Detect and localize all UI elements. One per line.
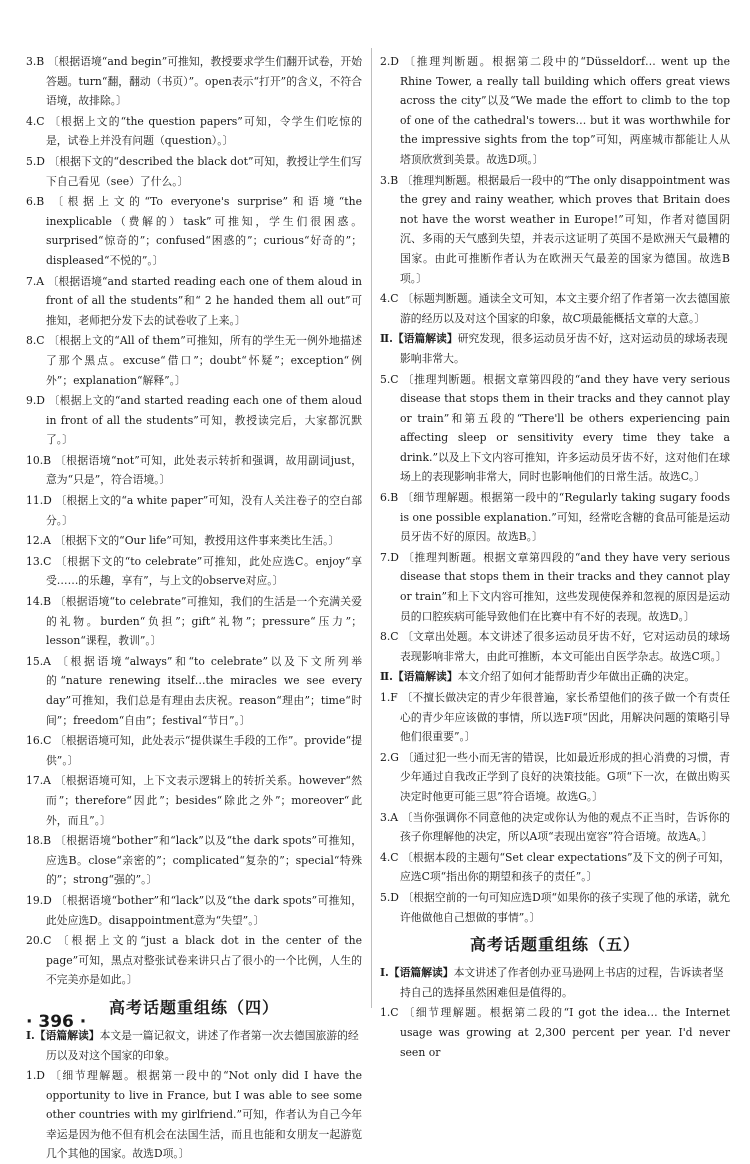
answer-item: 6.B 〔细节理解题。根据第一段中的“Regularly taking sugary foods is one possible explanation.”可知，经常吃含糖的食品可能是运动员牙齿不好的原因。故选B。〕 bbox=[380, 491, 730, 544]
answer-item: 2.G 〔通过犯一些小而无害的错误，比如最近形成的担心消费的习惯，青少年通过自我改正学到了良好的决策技能。G项“下一次，在做出购买决定时他更可能三思”符合语境。故选G。〕 bbox=[380, 750, 730, 803]
reading-note-label: Ⅰ.【语篇解读】 bbox=[26, 1028, 100, 1042]
answer-item: 11.D 〔根据上文的“a white paper”可知，没有人关注卷子的空白部分。〕 bbox=[26, 494, 362, 527]
reading-note bbox=[380, 667, 730, 687]
section-title-four: 高考话题重组练（四） bbox=[108, 997, 279, 1017]
answer-item: 12.A 〔根据下文的“Our life”可知，教授用这件事来类比生活。〕 bbox=[26, 534, 340, 548]
answer-item: 16.C 〔根据语境可知，此处表示“提供谋生手段的工作”。provide“提供”。〕 bbox=[26, 734, 362, 767]
answer-item: 4.C 〔根据上文的“the question papers”可知，令学生们吃惊的是，试卷上并没有问题（question）。〕 bbox=[26, 114, 362, 148]
answer-item: 7.A 〔根据语境“and started reading each one of them aloud in front of all the students”和“ 2 he handed them all out”可推知，老师把分发下去的试卷收了上来。〕 bbox=[26, 274, 362, 327]
answer-item: 15.A 〔根据语境“always”和“to celebrate”以及下文所列举的“nature renewing itself…the miracles we see every day”可推知，我们总是有理由去庆祝。reason“理由”；time“时间”；freedom“自由”；festival“节日”。〕 bbox=[26, 654, 362, 727]
reading-note-text: 本文介绍了如何才能帮助青少年做出正确的决定。 bbox=[457, 670, 696, 684]
reading-note bbox=[380, 963, 730, 1002]
answer-item: 10.B 〔根据语境“not”可知，此处表示转折和强调，故用副词just，意为“只是”，符合语境。〕 bbox=[26, 453, 362, 487]
answer-item: 5.C 〔推理判断题。根据文章第四段的“and they have very serious disease that stops them in their tracks and they cannot play or train”和第五段的“There'll be others experiencing pain affecting sleep or sensitivity every time they take a drink.”以及上下文内容可推知，许多运动员牙齿不好，这对他们在球场上的表现影响非常大，同时也影响他们的日常生活。故选C。〕 bbox=[380, 372, 730, 484]
answer-item: 3.A 〔当你强调你不同意他的决定或你认为他的观点不正当时，告诉你的孩子你理解他的决定，所以A项“表现出宽容”符合语境。故选A。〕 bbox=[380, 810, 730, 844]
answer-item: 6.B 〔根据上文的“To everyone's surprise”和语境“the inexplicable（费解的）task”可推知，学生们很困惑。surprised“惊奇的”；confused“困惑的”；curious“好奇的”；displeased“不悦的”。〕 bbox=[26, 195, 362, 267]
reading-note bbox=[380, 329, 730, 368]
column-divider bbox=[371, 48, 372, 1008]
answer-item: 7.D 〔推理判断题。根据文章第四段的“and they have very serious disease that stops them in their tracks and they cannot play or train”和上下文内容可推知，这些发现使保养和忽视的原因是运动员的口腔疾病可能导致他们在比赛中有不好的表现。故选D。〕 bbox=[380, 550, 730, 623]
reading-note-label: Ⅱ.【语篇解读】 bbox=[380, 670, 458, 684]
reading-note-text: 本文讲述了作者创办亚马逊网上书店的过程，告诉读者坚持自己的选择虽然困难但是值得的。 bbox=[400, 966, 724, 999]
answer-item: 3.B 〔推理判断题。根据最后一段中的“The only disappointment was the grey and rainy weather, which proves that Britain does not have the worst weather in Europe!”可知，作者对德国阴沉、多雨的天气感到失望，并表示这证明了英国不是欧洲天气最糟的国家。由此可推断作者认为在欧洲天气最差的国家为德国。故选B项。〕 bbox=[380, 173, 730, 285]
answer-list-right-top bbox=[380, 52, 730, 328]
answer-item: 13.C 〔根据下文的“to celebrate”可推知，此处应选C。enjoy“享受……的乐趣，享有”，与上文的observe对应。〕 bbox=[26, 554, 362, 588]
answer-item: 1.C 〔细节理解题。根据第二段的“I got the idea… the Internet usage was growing at 2,300 percent per year. I'd never seen or bbox=[380, 1006, 730, 1059]
reading-note-label: Ⅰ.【语篇解读】 bbox=[380, 966, 454, 980]
answer-list-right-mid bbox=[380, 370, 730, 667]
reading-note-label: Ⅱ.【语篇解读】 bbox=[380, 332, 458, 346]
answer-item: 8.C 〔根据上文的“All of them”可推知，所有的学生无一例外地描述了那个黑点。excuse“借口”；doubt“怀疑”；exception“例外”；explanation“解释”。〕 bbox=[26, 334, 362, 387]
answer-item: 9.D 〔根据上文的“and started reading each one of them aloud in front of all the students”可知，教授读完后，大家都沉默了。〕 bbox=[26, 394, 362, 447]
answer-item: 5.D 〔根据空前的一句可知应选D项“如果你的孩子实现了他的承诺，就允许他做他自己想做的事情”。〕 bbox=[380, 890, 730, 924]
answer-item: 4.C 〔标题判断题。通读全文可知，本文主要介绍了作者第一次去德国旅游的经历以及对这个国家的印象，故C项最能概括文章的大意。〕 bbox=[380, 292, 730, 325]
right-column bbox=[380, 52, 730, 1059]
answer-list-left bbox=[26, 52, 362, 990]
answer-item: 2.D 〔推理判断题。根据第二段中的“Düsseldorf… went up the Rhine Tower, a really tall building which offers great views across the city”以及“We made the effort to climb to the top of one of the cathedral's towers… but it was worthwhile for the impressive sights from the top”可知，两座城市都能让人从塔顶欣赏到美景。故选D项。〕 bbox=[380, 55, 730, 166]
section-title-five: 高考话题重组练（五） bbox=[469, 935, 640, 955]
reading-note-text: 本文是一篇记叙文，讲述了作者第一次去德国旅游的经历以及对这个国家的印象。 bbox=[46, 1028, 359, 1062]
page-number: · 396 · bbox=[26, 1012, 87, 1032]
answer-item: 4.C 〔根据本段的主题句“Set clear expectations”及下文的例子可知，应选C项“指出你的期望和孩子的责任”。〕 bbox=[380, 850, 730, 884]
answer-item: 17.A 〔根据语境可知，上下文表示逻辑上的转折关系。however“然而”；therefore“因此”；besides“除此之外”；moreover“此外，而且”。〕 bbox=[26, 774, 362, 827]
answer-item: 18.B 〔根据语境“bother”和“lack”以及“the dark spots”可推知，应选B。close“亲密的”；complicated“复杂的”；special“特殊的”；strong“强的”。〕 bbox=[26, 834, 362, 887]
answer-item: 14.B 〔根据语境“to celebrate”可推知，我们的生活是一个充满关爱的礼物。burden“负担”；gift“礼物”；pressure“压力”；lesson“课程，教训”。〕 bbox=[26, 595, 362, 648]
answer-item: 5.D 〔根据下文的“described the black dot”可知，教授让学生们写下自己看见（see）了什么。〕 bbox=[26, 154, 362, 188]
reading-note-text: 研究发现，很多运动员牙齿不好，这对运动员的球场表现影响非常大。 bbox=[400, 332, 728, 365]
answer-item: 3.B 〔根据语境“and begin”可推知，教授要求学生们翻开试卷，开始答题。turn“翻，翻动（书页）”。open表示“打开”的含义，不符合语境，故排除。〕 bbox=[26, 55, 362, 108]
answer-item: 8.C 〔文章出处题。本文讲述了很多运动员牙齿不好，它对运动员的球场表现影响非常大，由此可推断，本文可能出自医学杂志。故选C项。〕 bbox=[380, 630, 730, 663]
answer-item: 20.C 〔根据上文的“just a black dot in the center of the page”可知，黑点对整张试卷来讲只占了很小的一个比例，人生的不完美亦是如此。〕 bbox=[26, 934, 362, 987]
answer-item: 19.D 〔根据语境“bother”和“lack”以及“the dark spots”可推知，此处应选D。disappointment意为“失望”。〕 bbox=[26, 893, 362, 927]
answer-item: 1.D 〔细节理解题。根据第一段中的“Not only did I have the opportunity to live in France, but I was able to see some other countries with my girlfriend.”可知，作者认为自己今年幸运是因为他不但有机会在法国生活，而且也能和女朋友一起游览几个其他的国家。故选D项。〕 bbox=[26, 1069, 362, 1161]
answer-item: 1.F 〔不擅长做决定的青少年很普遍，家长希望他们的孩子做一个有责任心的青少年应该做的事情，所以选F项“因此，用解决问题的策略引导他们很重要”。〕 bbox=[380, 691, 730, 744]
answer-list-right-bottom bbox=[380, 688, 730, 927]
